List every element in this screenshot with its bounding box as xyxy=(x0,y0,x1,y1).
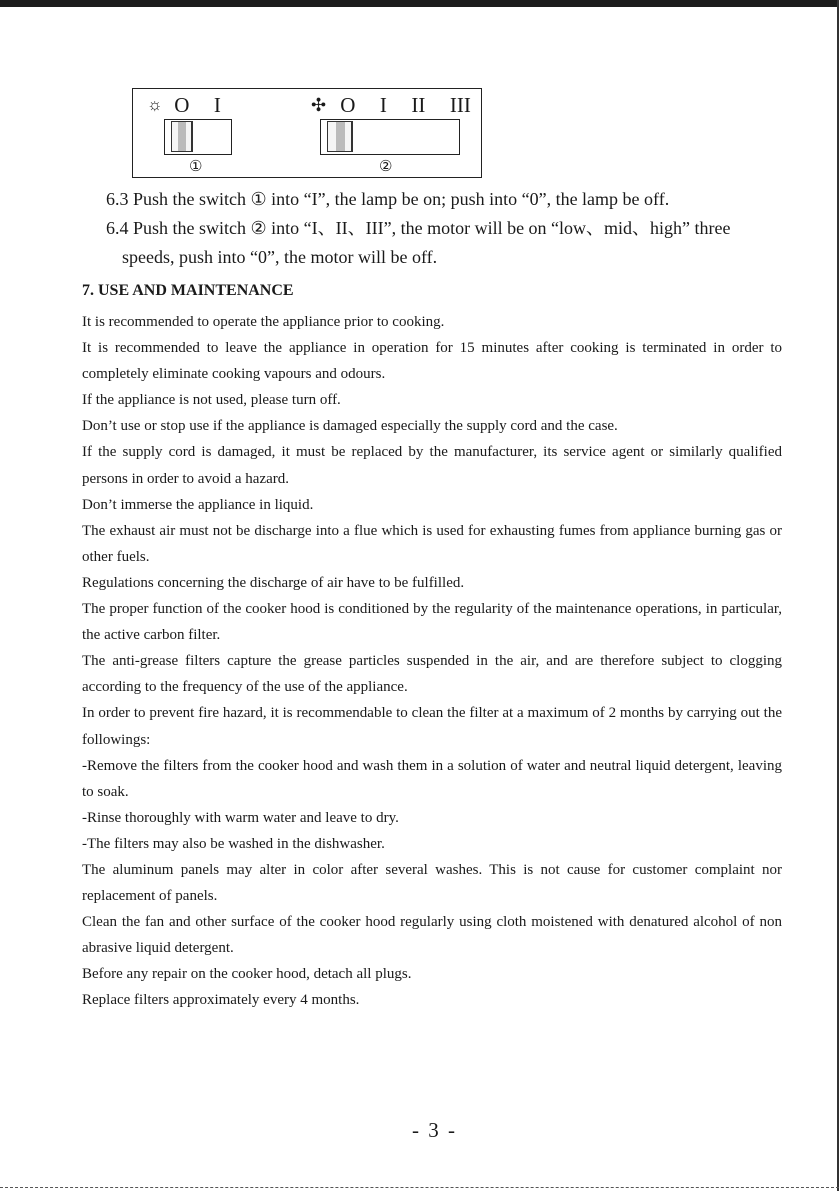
paragraph: Clean the fan and other surface of the cooker hood regularly using cloth moistened with denatured alcohol of non abrasive liquid detergent. xyxy=(82,914,782,957)
fan-position-3: III xyxy=(449,93,471,117)
step-6-3: 6.3 Push the switch ① into “I”, the lamp be on; push into “0”, the lamp be off. xyxy=(106,189,670,209)
maintenance-text xyxy=(82,309,782,1014)
lamp-icon: ☼ xyxy=(147,95,163,114)
fan-position-1: I xyxy=(379,93,387,117)
paragraph: Don’t use or stop use if the appliance is damaged especially the supply cord and the case. xyxy=(82,418,618,435)
paragraph: Before any repair on the cooker hood, detach all plugs. xyxy=(82,966,412,983)
paragraph: Don’t immerse the appliance in liquid. xyxy=(82,496,314,513)
page-number: - 3 - xyxy=(412,1118,457,1142)
fan-rocker-knob xyxy=(327,121,353,152)
fan-rocker-switch xyxy=(320,119,460,155)
paragraph: The anti-grease filters capture the grease particles suspended in the air, and are therefore subject to clogging according to the frequency of the use of the appliance. xyxy=(82,653,782,696)
paragraph: In order to prevent fire hazard, it is recommendable to clean the filter at a maximum of 2 months by carrying out the followings: xyxy=(82,705,782,748)
fan-switch-markings xyxy=(311,93,471,118)
fan-icon: ✣ xyxy=(311,95,327,115)
step-6-4: 6.4 Push the switch ② into “I、II、III”, the motor will be on “low、mid、high” three xyxy=(106,218,731,238)
paragraph: Replace filters approximately every 4 months. xyxy=(82,992,360,1009)
paragraph: The exhaust air must not be discharge into a flue which is used for exhausting fumes from appliance burning gas or other fuels. xyxy=(82,522,782,565)
paragraph: Regulations concerning the discharge of air have to be fulfilled. xyxy=(82,574,465,591)
fan-position-0: O xyxy=(340,93,356,117)
paragraph: The proper function of the cooker hood is conditioned by the regularity of the maintenance operations, in particular, the active carbon filter. xyxy=(82,601,782,644)
paragraph: If the supply cord is damaged, it must be replaced by the manufacturer, its service agent or similarly qualified persons in order to avoid a hazard. xyxy=(82,444,782,487)
page-top-edge xyxy=(0,0,839,7)
paragraph: It is recommended to leave the appliance in operation for 15 minutes after cooking is terminated in order to completely eliminate cooking vapours and odours. xyxy=(82,340,782,383)
switch-2-label: ② xyxy=(379,159,393,175)
lamp-switch-markings xyxy=(147,93,221,118)
lamp-position-1: I xyxy=(213,93,221,117)
paragraph: -Remove the filters from the cooker hood and wash them in a solution of water and neutral liquid detergent, leaving to soak. xyxy=(82,757,782,800)
switch-1-label: ① xyxy=(189,159,203,175)
section-heading: 7. USE AND MAINTENANCE xyxy=(82,282,294,299)
lamp-position-0: O xyxy=(174,93,190,117)
lamp-rocker-knob xyxy=(171,121,193,152)
paragraph: The aluminum panels may alter in color after several washes. This is not cause for customer complaint nor replacement of panels. xyxy=(82,861,782,905)
paragraph: It is recommended to operate the appliance prior to cooking. xyxy=(82,314,445,330)
page-bottom-edge xyxy=(0,1187,839,1191)
switch-diagram xyxy=(132,88,482,178)
paragraph: -Rinse thoroughly with warm water and leave to dry. xyxy=(82,809,399,826)
fan-position-2: II xyxy=(411,93,426,117)
lamp-rocker-switch xyxy=(164,119,232,155)
step-6-4-continued: speeds, push into “0”, the motor will be off. xyxy=(122,247,438,267)
paragraph: If the appliance is not used, please turn off. xyxy=(82,392,341,409)
paragraph: -The filters may also be washed in the dishwasher. xyxy=(82,835,385,852)
